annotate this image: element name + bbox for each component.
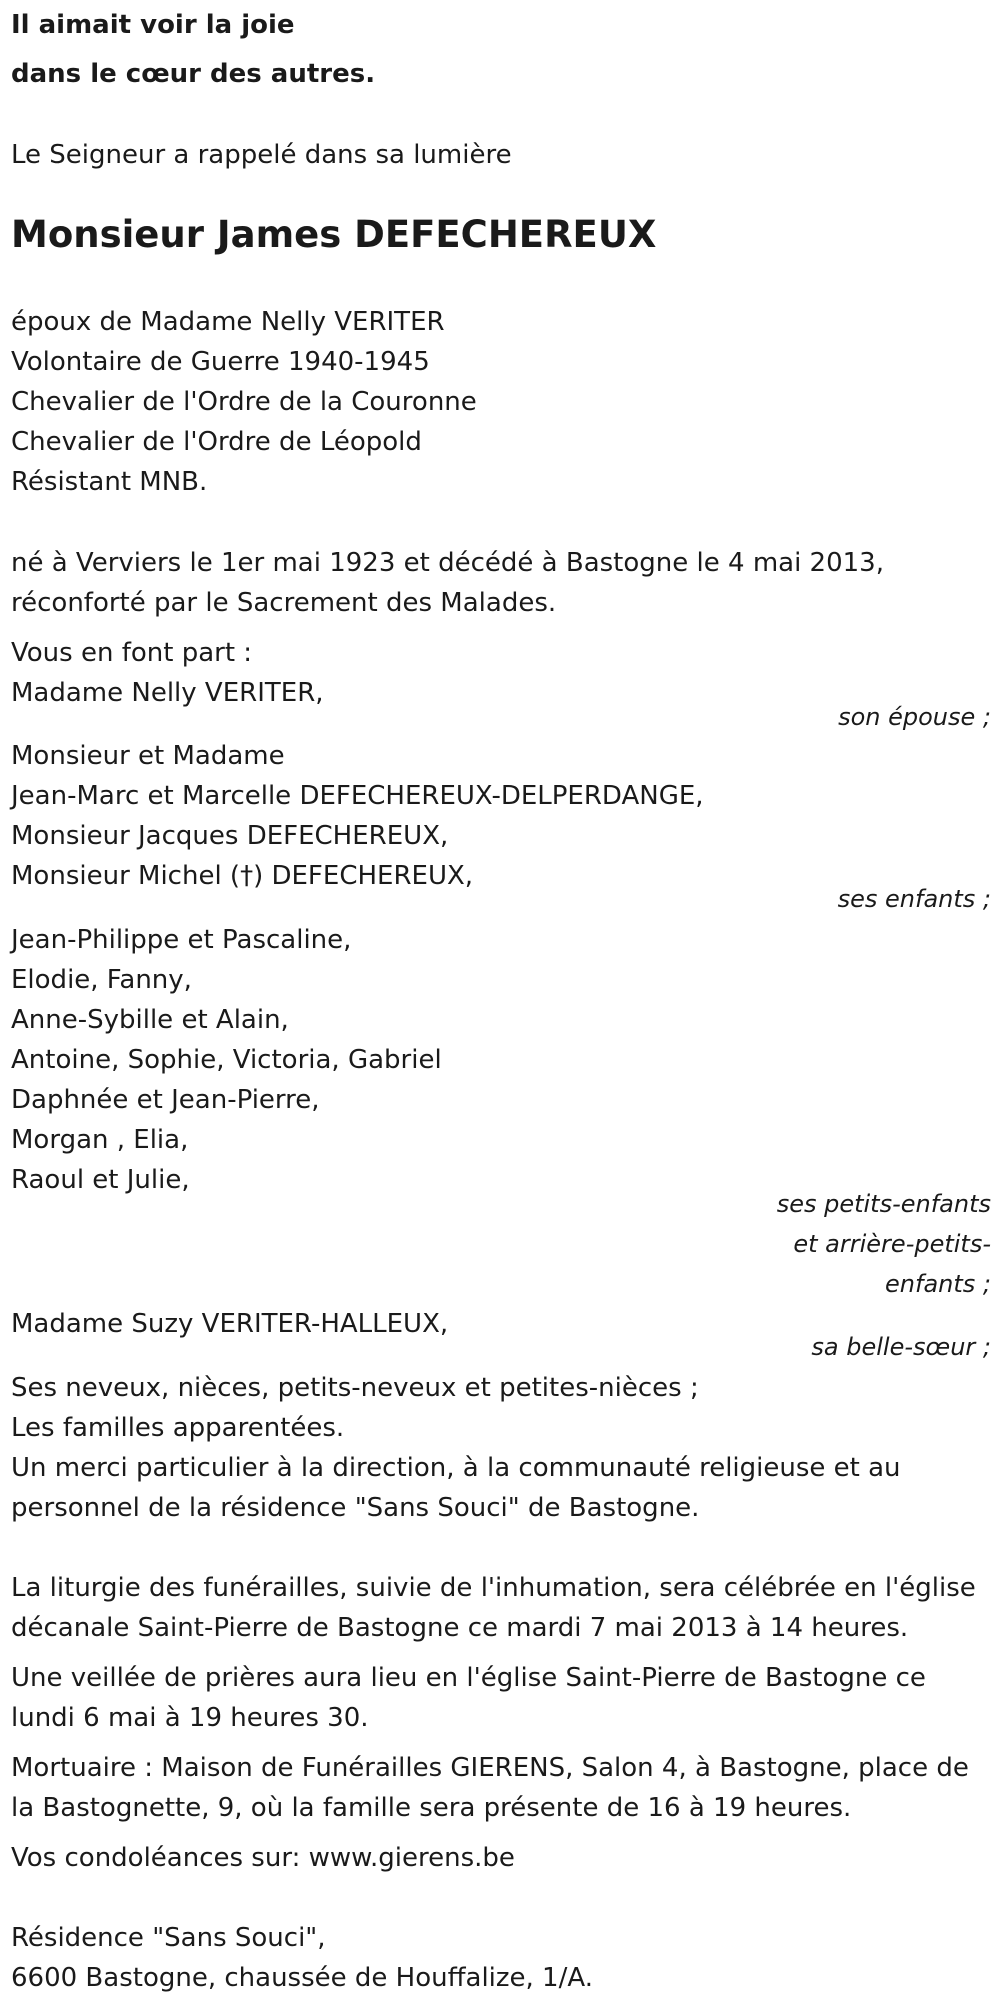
grandchildren-role-line: et arrière-petits- (793, 1230, 991, 1258)
children-line: Monsieur Michel (†) DEFECHEREUX, (11, 861, 474, 891)
grandchildren-line: Anne-Sybille et Alain, (11, 1005, 289, 1035)
birth-death-line-2: réconforté par le Sacrement des Malades. (11, 588, 557, 618)
title-line: époux de Madame Nelly VERITER (11, 307, 445, 337)
grandchildren-role-line: ses petits-enfants (776, 1190, 991, 1218)
title-line: Résistant MNB. (11, 467, 208, 497)
mortuary-line: la Bastognette, 9, où la famille sera présente de 16 à 19 heures. (11, 1793, 852, 1823)
sister-in-law-role: sa belle-sœur ; (811, 1333, 991, 1361)
address-line: 6600 Bastogne, chaussée de Houffalize, 1/A. (11, 1963, 593, 1993)
children-line: Monsieur et Madame (11, 741, 285, 771)
birth-death-line-1: né à Verviers le 1er mai 1923 et décédé à Bastogne le 4 mai 2013, (11, 548, 884, 578)
others-line: personnel de la résidence "Sans Souci" de Bastogne. (11, 1493, 700, 1523)
children-role: ses enfants ; (837, 885, 991, 913)
grandchildren-line: Jean-Philippe et Pascaline, (11, 925, 352, 955)
grandchildren-line: Morgan , Elia, (11, 1125, 189, 1155)
title-line: Volontaire de Guerre 1940-1945 (11, 347, 430, 377)
grandchildren-line: Antoine, Sophie, Victoria, Gabriel (11, 1045, 442, 1075)
others-line: Les familles apparentées. (11, 1413, 345, 1443)
spouse-role: son épouse ; (838, 703, 991, 731)
vigil-line: lundi 6 mai à 19 heures 30. (11, 1703, 369, 1733)
grandchildren-line: Raoul et Julie, (11, 1165, 190, 1195)
others-line: Ses neveux, nièces, petits-neveux et petites-nièces ; (11, 1373, 699, 1403)
sister-in-law-name: Madame Suzy VERITER-HALLEUX, (11, 1309, 449, 1339)
address-line: Résidence "Sans Souci", (11, 1923, 326, 1953)
others-line: Un merci particulier à la direction, à la communauté religieuse et au (11, 1453, 901, 1483)
grandchildren-role-line: enfants ; (885, 1270, 991, 1298)
epitaph-line-2: dans le cœur des autres. (11, 59, 376, 89)
children-line: Monsieur Jacques DEFECHEREUX, (11, 821, 449, 851)
title-line: Chevalier de l'Ordre de Léopold (11, 427, 422, 457)
grandchildren-line: Elodie, Fanny, (11, 965, 192, 995)
spouse-name: Madame Nelly VERITER, (11, 678, 324, 708)
vigil-line: Une veillée de prières aura lieu en l'église Saint-Pierre de Bastogne ce (11, 1663, 926, 1693)
funeral-line: La liturgie des funérailles, suivie de l'inhumation, sera célébrée en l'église (11, 1573, 976, 1603)
mortuary-line: Mortuaire : Maison de Funérailles GIERENS, Salon 4, à Bastogne, place de (11, 1753, 969, 1783)
deceased-name: Monsieur James DEFECHEREUX (11, 213, 657, 256)
intro-text: Le Seigneur a rappelé dans sa lumière (11, 140, 512, 170)
epitaph-line-1: Il aimait voir la joie (11, 10, 295, 40)
grandchildren-line: Daphnée et Jean-Pierre, (11, 1085, 320, 1115)
title-line: Chevalier de l'Ordre de la Couronne (11, 387, 477, 417)
children-line: Jean-Marc et Marcelle DEFECHEREUX-DELPERDANGE, (11, 781, 704, 811)
condolences-text: Vos condoléances sur: www.gierens.be (11, 1843, 515, 1873)
announce-text: Vous en font part : (11, 638, 253, 668)
funeral-line: décanale Saint-Pierre de Bastogne ce mardi 7 mai 2013 à 14 heures. (11, 1613, 909, 1643)
